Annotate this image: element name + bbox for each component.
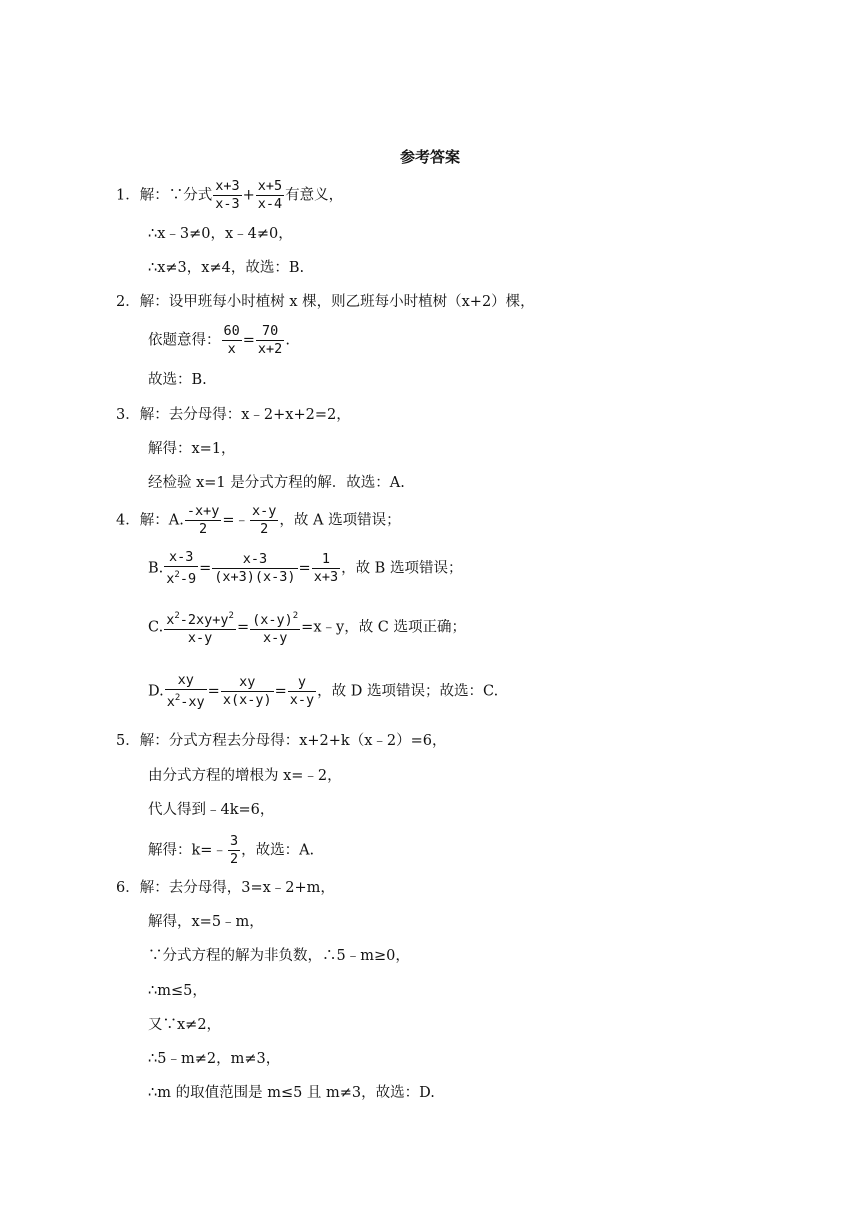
q1-line2: ∴x﹣3≠0，x﹣4≠0， [148, 226, 293, 242]
q2-line2: 依题意得： $\frac{60}{x}$ = $\frac{70}{x+2}$ . [148, 323, 290, 357]
q4-line-d: D. $\frac{xy}{x^2-xy}$ = $\frac{xy}{x(x-y)}$ = $\frac{y}{x-y}$ ，故 D 选项错误；故选：C. [148, 672, 499, 710]
q2-fraction-1: $\frac{60}{x}$ [223, 323, 240, 357]
q5-number: 5． [116, 733, 140, 749]
page-title: 参考答案 [399, 148, 460, 166]
q5-line1: 5．解：分式方程去分母得：x+2+k（x﹣2）=6， [116, 733, 447, 749]
q2-fraction-2: $\frac{70}{x+2}$ [257, 323, 283, 357]
q4b-fraction-2: $\frac{x-3}{(x+3)(x-3)}$ [214, 551, 296, 585]
q5-line4: 解得：k=﹣ $\frac{3}{2}$ ，故选：A. [148, 833, 315, 867]
q4b-fraction-1: $\frac{x-3}{x^2-9}$ [166, 549, 197, 587]
q4d-fraction-1: $\frac{xy}{x^2-xy}$ [166, 672, 205, 710]
q4c-fraction-1: $\frac{x^2-2xy+y^2}{x-y}$ [164, 608, 236, 647]
q3-number: 3． [116, 407, 140, 423]
q3-line3: 经检验 x=1 是分式方程的解．故选：A. [148, 475, 405, 491]
q4-line-c: C. $\frac{x^2-2xy+y^2}{x-y}$ = $\frac{(x-y)^2}{x-y}$ =x﹣y，故 C 选项正确； [148, 608, 466, 647]
q3-line1: 3．解：去分母得：x﹣2+x+2=2， [116, 407, 351, 423]
q1-line1: 1．解：∵分式 $\frac{x+3}{x-3}$ + $\frac{x+5}{x-4}$ 有意义， [116, 178, 344, 212]
q2-line3: 故选：B. [148, 372, 207, 388]
q2-number: 2． [116, 294, 140, 310]
q4d-fraction-3: $\frac{y}{x-y}$ [289, 674, 315, 708]
q4-line-a: 4．解：A. $\frac{-x+y}{2}$ =﹣ $\frac{x-y}{2}$ ，故 A 选项错误； [116, 503, 401, 537]
q5-line3: 代人得到﹣4k=6， [148, 802, 275, 818]
q5-fraction: $\frac{3}{2}$ [229, 833, 239, 867]
q1-line3: ∴x≠3，x≠4，故选：B. [148, 260, 305, 276]
q4-number: 4． [116, 512, 140, 529]
q4b-fraction-3: $\frac{1}{x+3}$ [313, 551, 339, 585]
q4d-fraction-2: $\frac{xy}{x(x-y)}$ [222, 674, 272, 708]
q6-number: 6． [116, 880, 140, 896]
q3-line2: 解得：x=1， [148, 441, 236, 457]
q6-line5: 又∵x≠2， [148, 1017, 222, 1033]
q4a-fraction-1: $\frac{-x+y}{2}$ [186, 503, 220, 537]
q2-line1: 2．解：设甲班每小时植树 x 棵，则乙班每小时植树（x+2）棵， [116, 294, 535, 310]
q5-line2: 由分式方程的增根为 x=﹣2， [148, 768, 342, 784]
q6-line2: 解得，x=5﹣m， [148, 914, 264, 930]
q1-fraction-2: $\frac{x+5}{x-4}$ [257, 178, 283, 212]
q6-line4: ∴m≤5， [148, 983, 207, 999]
q4-line-b: B. $\frac{x-3}{x^2-9}$ = $\frac{x-3}{(x+3)(x-3)}$ = $\frac{1}{x+3}$ ，故 B 选项错误； [148, 549, 463, 587]
q6-line3: ∵分式方程的解为非负数，∴5﹣m≥0， [148, 948, 410, 964]
q6-line7: ∴m 的取值范围是 m≤5 且 m≠3，故选：D. [148, 1085, 435, 1101]
q4c-fraction-2: $\frac{(x-y)^2}{x-y}$ [250, 608, 300, 647]
q4a-fraction-2: $\frac{x-y}{2}$ [252, 503, 277, 537]
q6-line1: 6．解：去分母得，3=x﹣2+m， [116, 880, 335, 896]
q6-line6: ∴5﹣m≠2，m≠3， [148, 1051, 281, 1067]
q1-fraction-1: $\frac{x+3}{x-3}$ [215, 178, 240, 212]
q1-number: 1． [116, 187, 140, 204]
